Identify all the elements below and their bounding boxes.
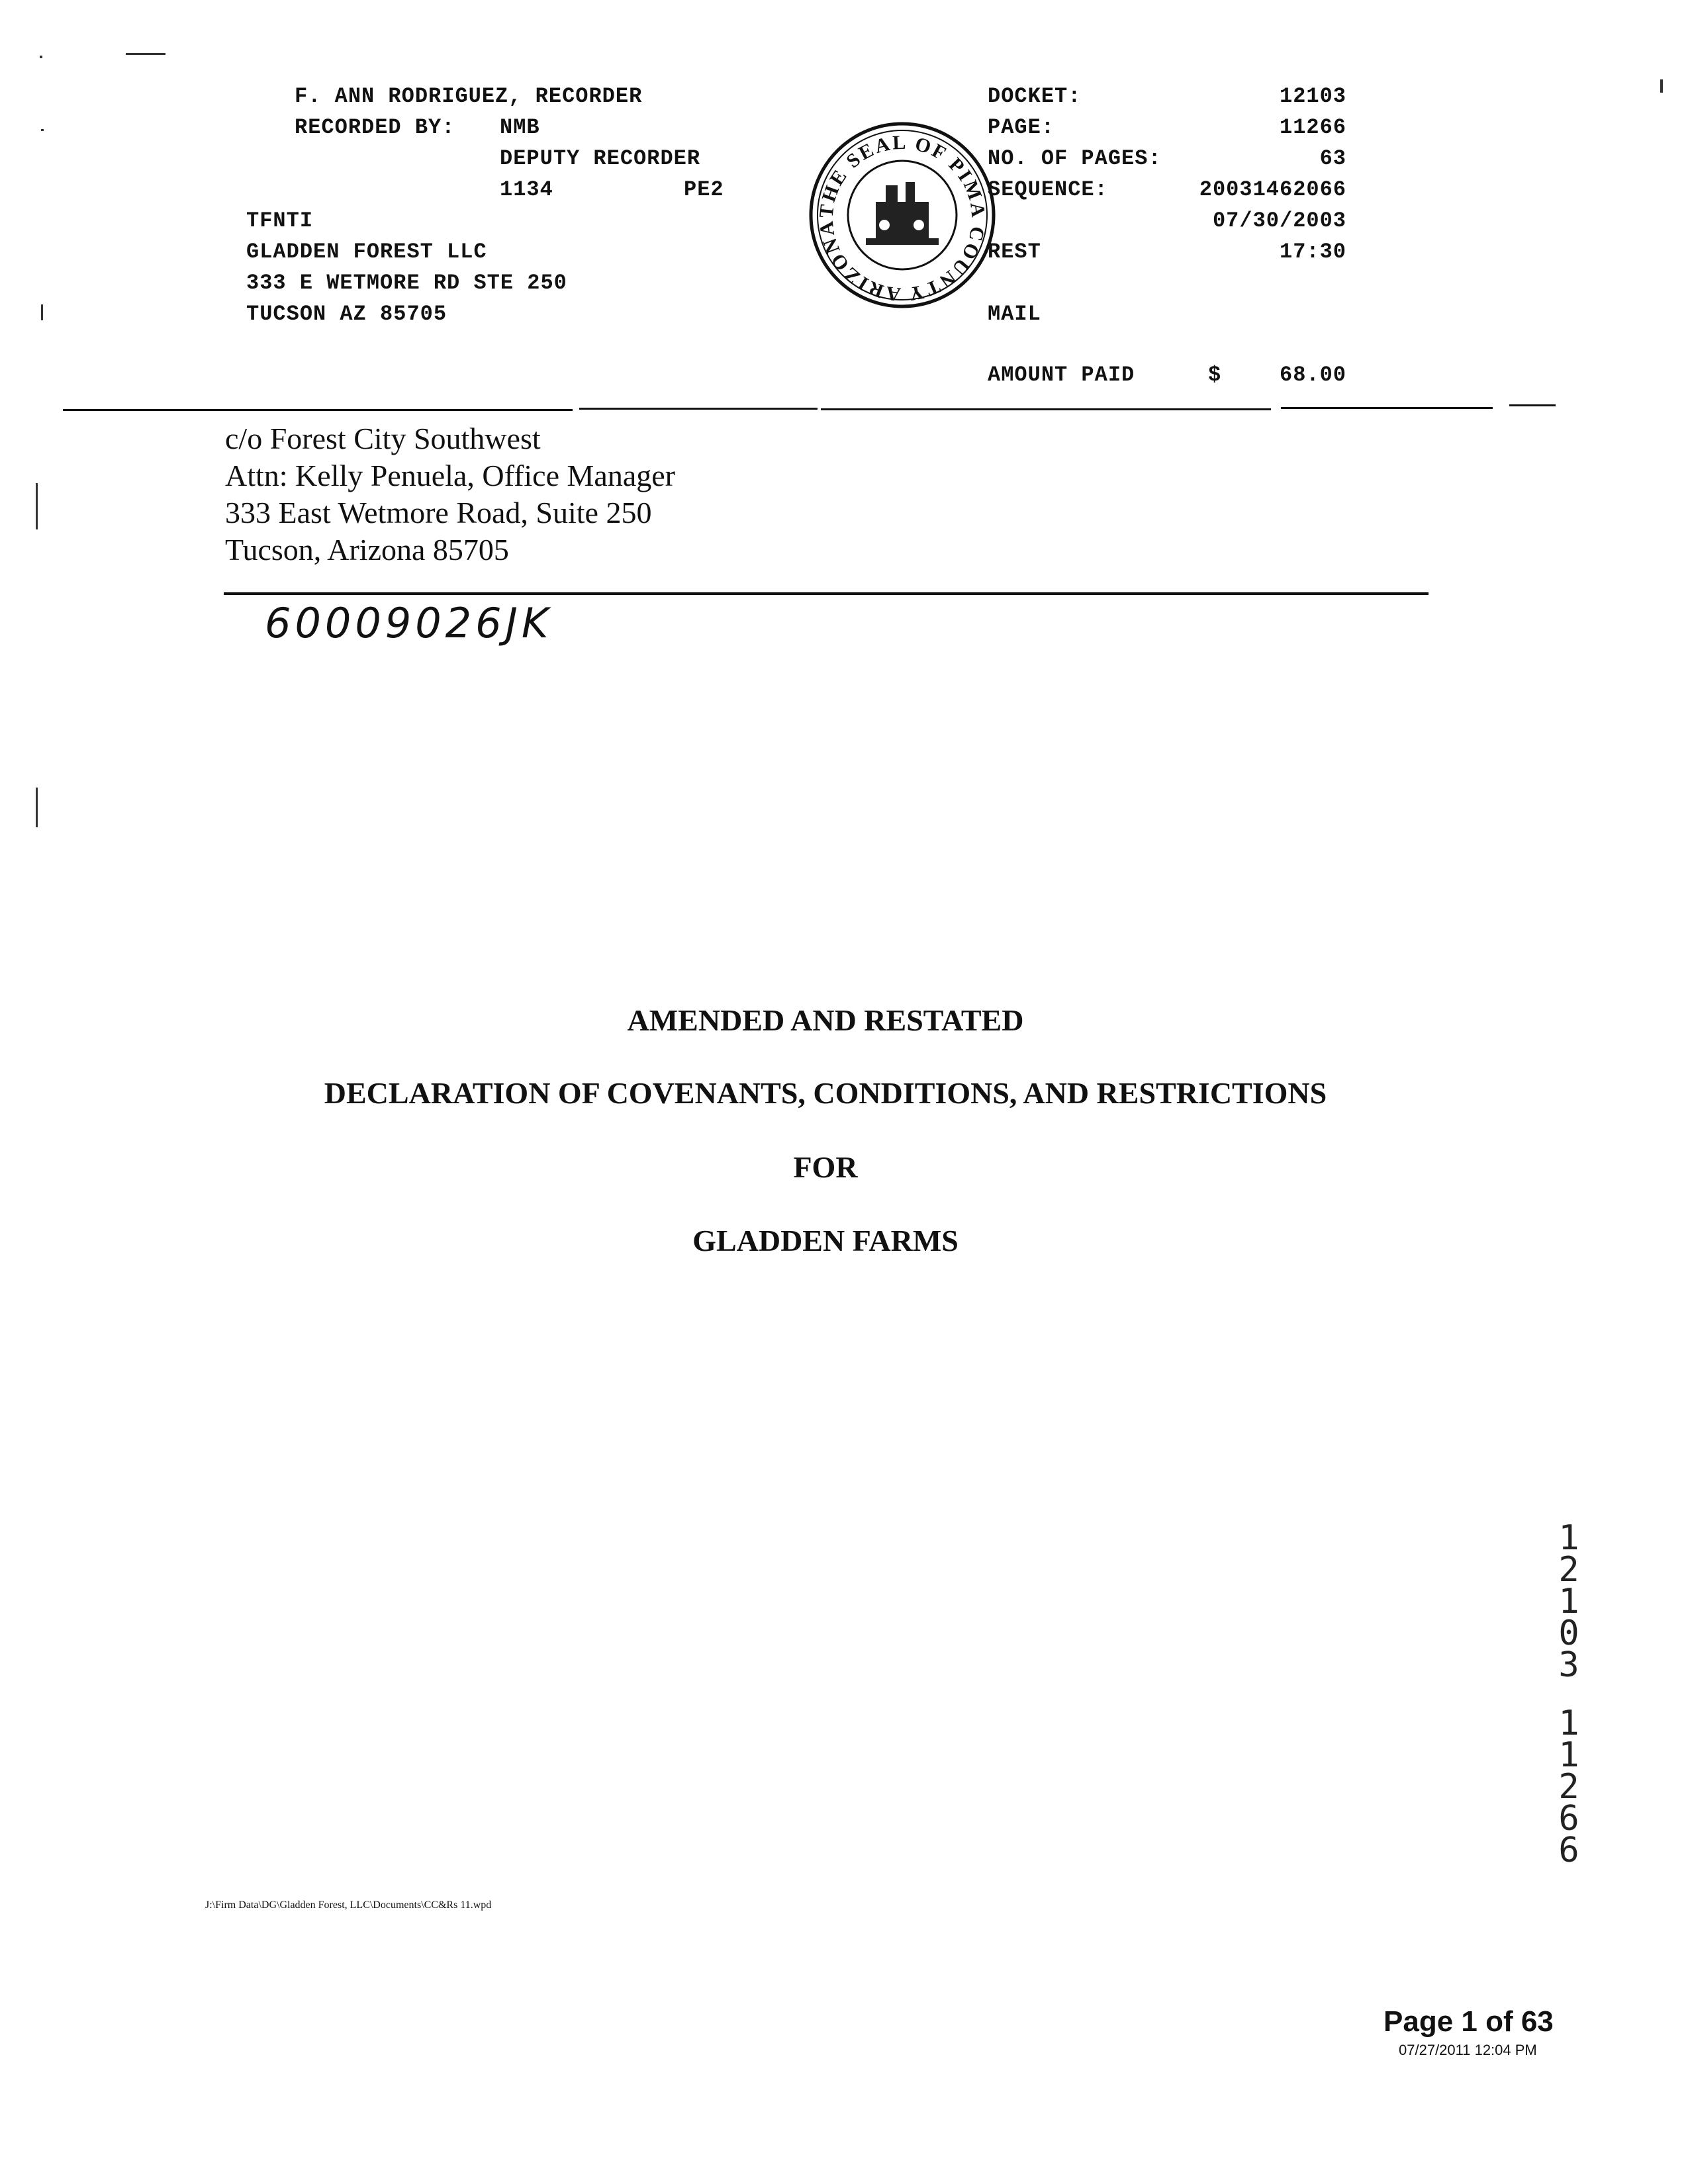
- scan-speck: [41, 129, 44, 131]
- title-line-2: DECLARATION OF COVENANTS, CONDITIONS, AND RESTRICTIONS: [324, 1076, 1327, 1110]
- mail-label: MAIL: [988, 302, 1041, 326]
- page-counter: Page 1 of 63: [1383, 2005, 1554, 2038]
- addressee-line: GLADDEN FOREST LLC: [246, 240, 487, 264]
- addressee-line: 333 E WETMORE RD STE 250: [246, 271, 567, 295]
- header-divider: [1281, 407, 1493, 409]
- scan-speck: [126, 53, 165, 55]
- return-address-line: Tucson, Arizona 85705: [225, 533, 509, 567]
- amount-paid-label: AMOUNT PAID: [988, 363, 1135, 387]
- recorded-time: 17:30: [1279, 240, 1346, 264]
- svg-text:THE SEAL OF PIMA COUNTY ARIZON: THE SEAL OF PIMA COUNTY ARIZONA: [815, 131, 990, 306]
- header-divider: [1509, 404, 1556, 406]
- print-timestamp: 07/27/2011 12:04 PM: [1399, 2042, 1537, 2058]
- recorder-code: 1134: [500, 177, 553, 202]
- return-address-line: 333 East Wetmore Road, Suite 250: [225, 496, 652, 529]
- title-line-1: AMENDED AND RESTATED: [627, 1003, 1024, 1037]
- scan-speck: [1660, 79, 1663, 93]
- return-address-line: c/o Forest City Southwest: [225, 422, 541, 455]
- page-value: 11266: [1279, 115, 1346, 140]
- scan-speck: [40, 56, 42, 58]
- amount-paid-value: 68.00: [1279, 363, 1346, 387]
- rest-label: REST: [988, 240, 1041, 264]
- addressee-line: TFNTI: [246, 208, 314, 233]
- addressee-line: TUCSON AZ 85705: [246, 302, 447, 326]
- docket-label: DOCKET:: [988, 84, 1082, 109]
- vertical-page-stamp: 1 1 2 6 6: [1558, 1704, 1579, 1870]
- scan-speck: [36, 483, 38, 529]
- pages-value: 63: [1319, 146, 1346, 171]
- deputy-recorder-label: DEPUTY RECORDER: [500, 146, 701, 171]
- file-path: J:\Firm Data\DG\Gladden Forest, LLC\Documents\CC&Rs 11.wpd: [205, 1899, 492, 1911]
- recorded-by-label: RECORDED BY:: [295, 115, 455, 140]
- title-line-3: FOR: [793, 1150, 858, 1184]
- docket-value: 12103: [1279, 84, 1346, 109]
- pages-label: NO. OF PAGES:: [988, 146, 1162, 171]
- sequence-value: 20031462066: [1199, 177, 1346, 202]
- scan-speck: [41, 304, 43, 320]
- scan-speck: [36, 788, 38, 827]
- header-divider: [63, 409, 573, 411]
- title-line-4: GLADDEN FARMS: [692, 1224, 959, 1257]
- county-seal-icon: [806, 119, 998, 311]
- recorded-by-value: NMB: [500, 115, 540, 140]
- recorded-date: 07/30/2003: [1212, 208, 1346, 233]
- page-label: PAGE:: [988, 115, 1055, 140]
- header-divider: [821, 408, 1271, 410]
- recorder-name: F. ANN RODRIGUEZ, RECORDER: [295, 84, 643, 109]
- header-divider: [579, 408, 818, 410]
- handwritten-reference: 60009026JK: [265, 599, 553, 647]
- address-divider: [224, 592, 1429, 595]
- sequence-label: SEQUENCE:: [988, 177, 1108, 202]
- vertical-docket-stamp: 1 2 1 0 3: [1558, 1518, 1579, 1685]
- recorder-code-b: PE2: [684, 177, 724, 202]
- return-address-line: Attn: Kelly Penuela, Office Manager: [225, 459, 675, 492]
- currency-symbol: $: [1208, 363, 1222, 387]
